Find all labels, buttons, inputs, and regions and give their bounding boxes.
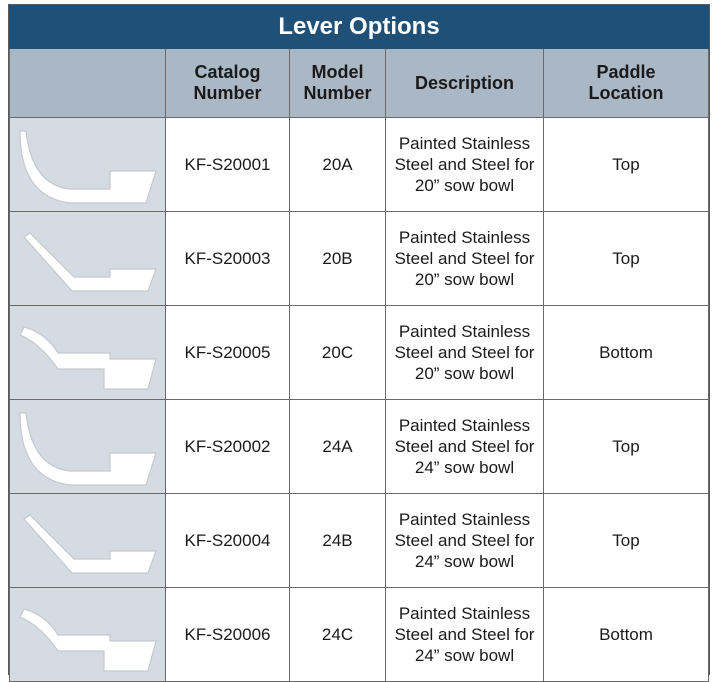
paddle-location-cell: Top — [544, 212, 709, 306]
paddle-location-header: Paddle Location — [544, 49, 709, 118]
description-cell: Painted Stainless Steel and Steel for 20” sow bowl — [386, 118, 544, 212]
image-column-header — [10, 49, 166, 118]
table-row — [10, 588, 709, 682]
model-number-header: Model Number — [290, 49, 386, 118]
description-header: Description — [386, 49, 544, 118]
lever-image-cell — [10, 588, 166, 682]
paddle-location-cell: Top — [544, 118, 709, 212]
paddle-location-cell: Bottom — [544, 306, 709, 400]
catalog-number-cell: KF-S20002 — [166, 400, 290, 494]
model-number-cell: 20B — [290, 212, 386, 306]
catalog-number-cell: KF-S20006 — [166, 588, 290, 682]
model-number-cell: 24B — [290, 494, 386, 588]
table-row — [10, 212, 709, 306]
lever-options-table — [9, 5, 709, 682]
table-row — [10, 400, 709, 494]
model-number-cell: 20A — [290, 118, 386, 212]
table-row — [10, 494, 709, 588]
catalog-number-cell: KF-S20003 — [166, 212, 290, 306]
lever-image — [18, 595, 158, 675]
lever-image — [18, 313, 158, 393]
lever-image-cell — [10, 118, 166, 212]
lever-image — [18, 501, 158, 581]
catalog-number-header: Catalog Number — [166, 49, 290, 118]
paddle-location-cell: Top — [544, 494, 709, 588]
model-number-cell: 24A — [290, 400, 386, 494]
table-row — [10, 306, 709, 400]
model-number-cell: 24C — [290, 588, 386, 682]
model-number-cell: 20C — [290, 306, 386, 400]
description-cell: Painted Stainless Steel and Steel for 20” sow bowl — [386, 306, 544, 400]
lever-image-cell — [10, 494, 166, 588]
catalog-number-cell: KF-S20001 — [166, 118, 290, 212]
lever-image — [18, 125, 158, 205]
table-title: Lever Options — [10, 6, 709, 49]
lever-image — [18, 219, 158, 299]
table-row — [10, 118, 709, 212]
lever-image-cell — [10, 306, 166, 400]
lever-image-cell — [10, 400, 166, 494]
lever-options-table-frame — [8, 4, 710, 675]
description-cell: Painted Stainless Steel and Steel for 24” sow bowl — [386, 400, 544, 494]
catalog-number-cell: KF-S20004 — [166, 494, 290, 588]
paddle-location-cell: Bottom — [544, 588, 709, 682]
description-cell: Painted Stainless Steel and Steel for 24” sow bowl — [386, 588, 544, 682]
lever-image-cell — [10, 212, 166, 306]
description-cell: Painted Stainless Steel and Steel for 20” sow bowl — [386, 212, 544, 306]
description-cell: Painted Stainless Steel and Steel for 24” sow bowl — [386, 494, 544, 588]
paddle-location-cell: Top — [544, 400, 709, 494]
catalog-number-cell: KF-S20005 — [166, 306, 290, 400]
lever-image — [18, 407, 158, 487]
